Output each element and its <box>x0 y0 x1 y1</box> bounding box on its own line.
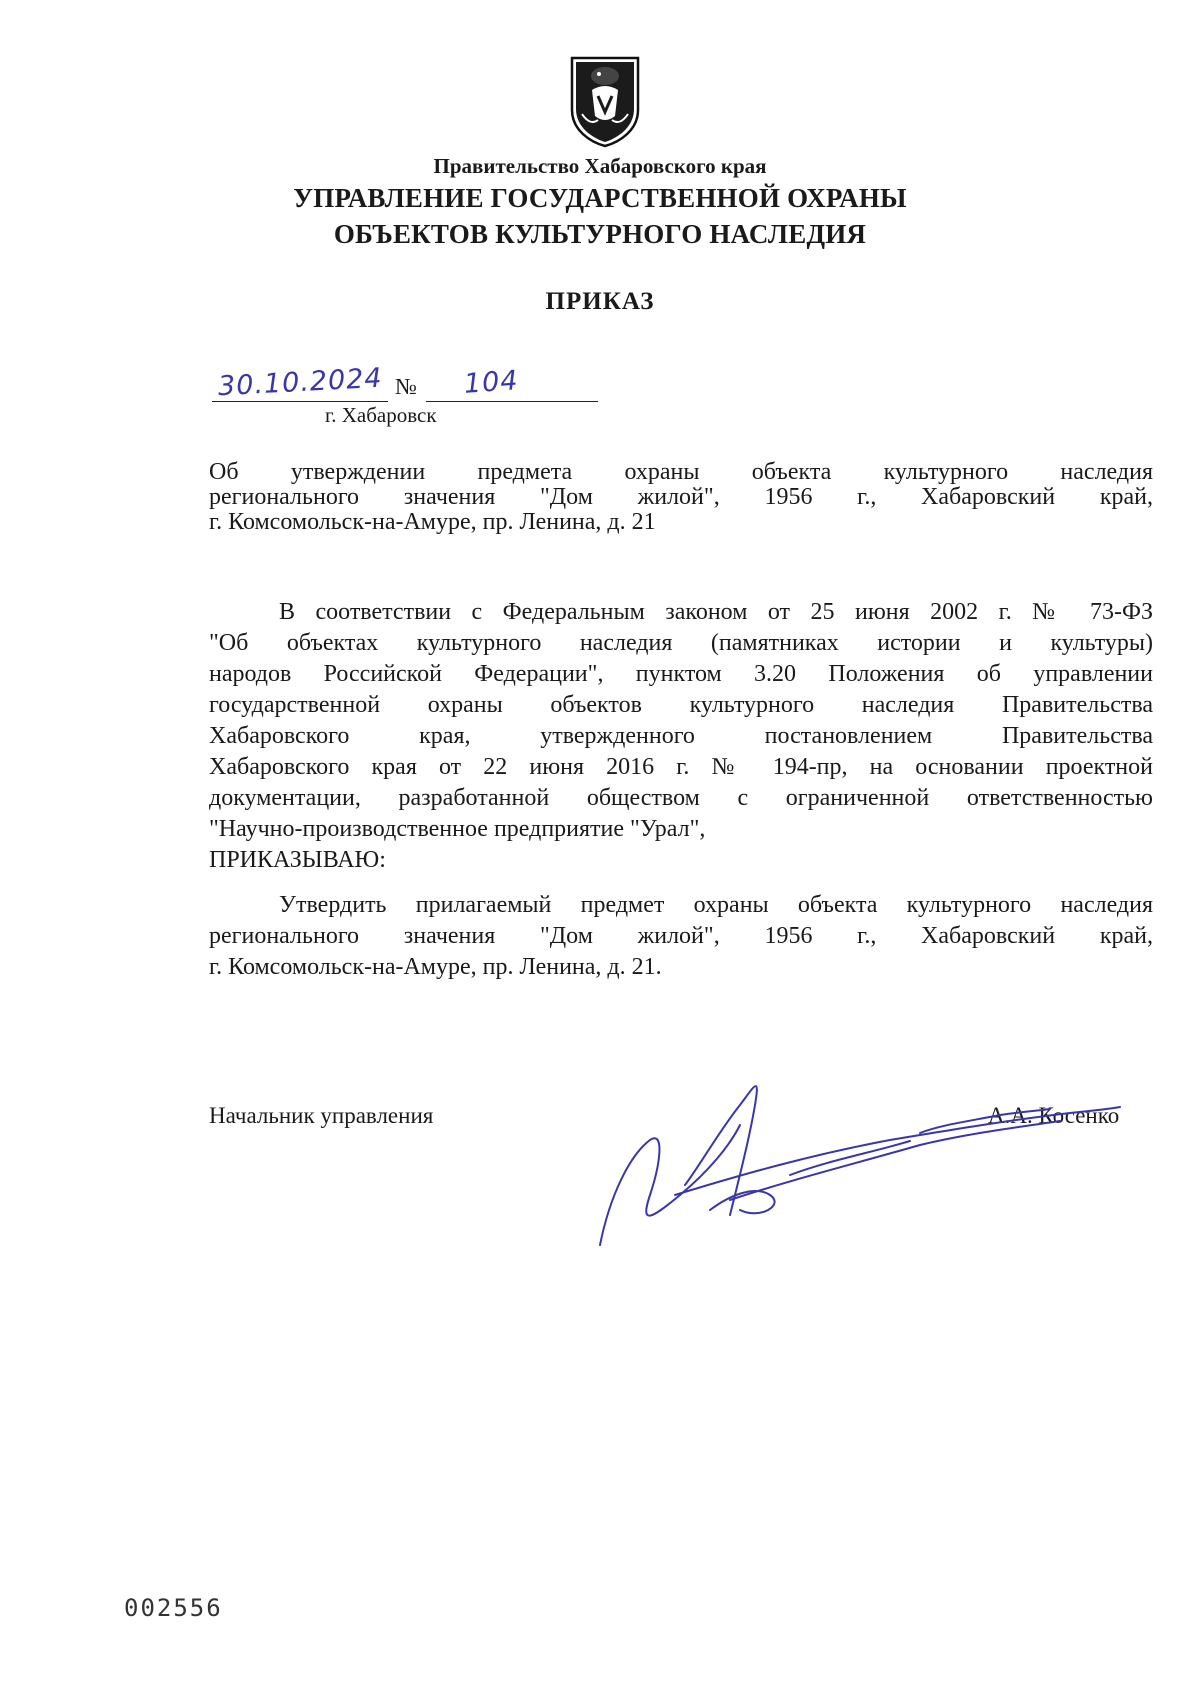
number-underline <box>426 401 598 402</box>
order-date: 30.10.2024 <box>217 362 384 403</box>
decision-line: регионального значения "Дом жилой", 1956 г., Хабаровский край, <box>209 923 1153 949</box>
coat-of-arms-icon <box>568 54 642 148</box>
decision-line: Утвердить прилагаемый предмет охраны объекта культурного наследия <box>279 892 1153 918</box>
order-decision <box>209 890 1153 983</box>
body-line: государственной охраны объектов культурного наследия Правительства <box>209 692 1153 718</box>
body-line: "Об объектах культурного наследия (памятниках истории и культуры) <box>209 630 1153 656</box>
body-line: Хабаровского края от 22 июня 2016 г. № 194-пр, на основании проектной <box>209 754 1153 780</box>
order-command: ПРИКАЗЫВАЮ: <box>209 847 386 873</box>
order-body <box>209 597 1153 876</box>
department-name-line1: УПРАВЛЕНИЕ ГОСУДАРСТВЕННОЙ ОХРАНЫ <box>293 183 907 213</box>
signatory-name: А.А. Косенко <box>988 1103 1120 1128</box>
number-sign: № <box>395 374 417 399</box>
body-line: Хабаровского края, утвержденного постановлением Правительства <box>209 723 1153 749</box>
signatory-position: Начальник управления <box>209 1103 434 1128</box>
order-number: 104 <box>462 365 520 400</box>
date-underline <box>212 401 388 402</box>
body-line: В соответствии с Федеральным законом от 25 июня 2002 г. № 73-ФЗ <box>279 599 1153 625</box>
department-name-line2: ОБЪЕКТОВ КУЛЬТУРНОГО НАСЛЕДИЯ <box>333 219 867 249</box>
body-line: "Научно-производственное предприятие "Урал", <box>209 816 706 842</box>
body-line: документации, разработанной обществом с ограниченной ответственностью <box>209 785 1153 811</box>
subject-line: регионального значения "Дом жилой", 1956 г., Хабаровский край, <box>209 484 1153 510</box>
government-name: Правительство Хабаровского края <box>433 154 767 178</box>
subject-line: г. Комсомольск-на-Амуре, пр. Ленина, д. 21 <box>209 509 656 535</box>
decision-line: г. Комсомольск-на-Амуре, пр. Ленина, д. 21. <box>209 954 662 980</box>
document-serial-number: 002556 <box>124 1594 223 1622</box>
subject-line: Об утверждении предмета охраны объекта культурного наследия <box>209 459 1153 485</box>
handwritten-signature <box>590 1045 1130 1265</box>
body-line: народов Российской Федерации", пунктом 3.20 Положения об управлении <box>209 661 1153 687</box>
document-title: ПРИКАЗ <box>545 288 655 315</box>
order-subject <box>209 460 1153 535</box>
issue-city: г. Хабаровск <box>325 403 437 427</box>
